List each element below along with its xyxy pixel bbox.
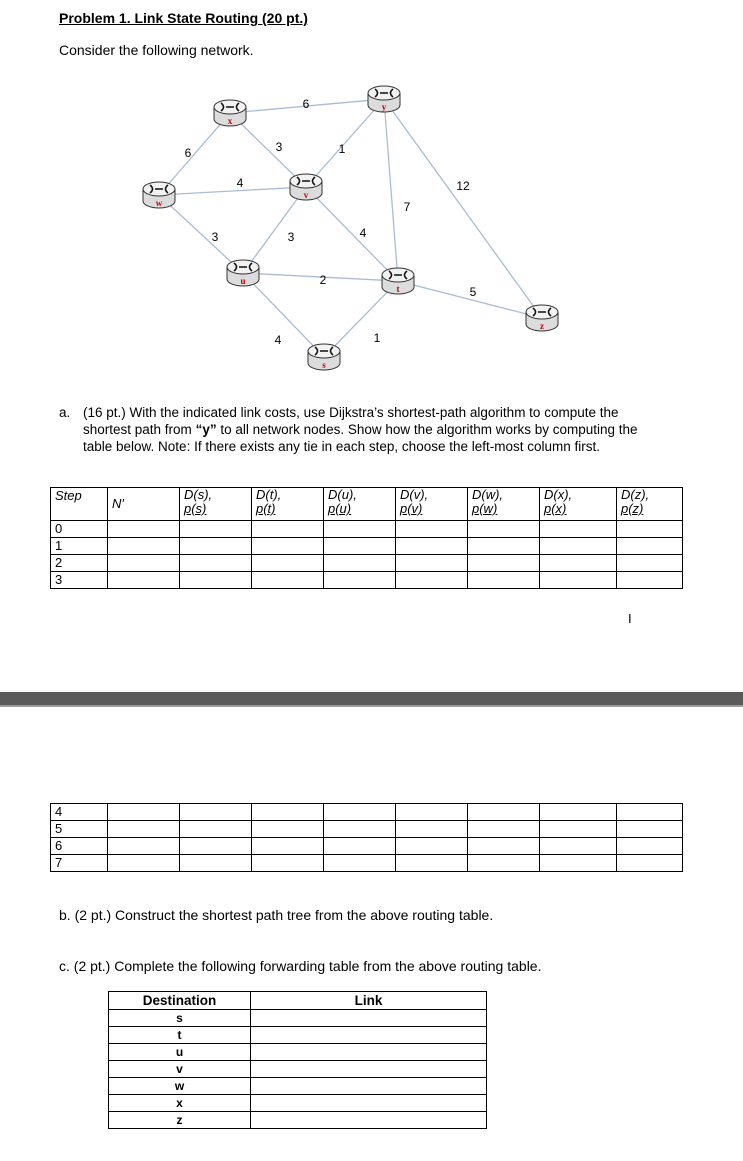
column-header: D(v), p(v) [396, 488, 468, 521]
forwarding-row [109, 1095, 487, 1112]
answer-cell[interactable] [540, 838, 617, 855]
answer-cell[interactable] [180, 555, 252, 572]
network-diagram [0, 0, 743, 400]
destination-cell: z [109, 1112, 251, 1129]
router-node-t [382, 268, 414, 294]
link-cell[interactable] [251, 1112, 487, 1129]
answer-cell[interactable] [540, 521, 617, 538]
link-cost-label: 6 [184, 146, 192, 160]
destination-cell: u [109, 1044, 251, 1061]
answer-cell[interactable] [617, 804, 683, 821]
answer-cell[interactable] [108, 855, 180, 872]
part-a-text: (16 pt.) With the indicated link costs, use Dijkstra’s shortest-path algorithm to compute the shortest path from “y” to all network nodes. Show how the algorithm works by computing the table below. Note: If there exists any tie in each step, choose the left-most column first. [83, 405, 638, 454]
router-node-u [227, 260, 259, 286]
answer-cell[interactable] [108, 821, 180, 838]
link-w-u [159, 195, 243, 273]
part-a-question [59, 404, 659, 455]
column-header: D(z), p(z) [617, 488, 683, 521]
text-cursor-icon: I [628, 611, 632, 626]
link-v-u [243, 187, 306, 273]
router-label: v [303, 190, 309, 200]
answer-cell[interactable] [252, 538, 324, 555]
answer-cell[interactable] [180, 521, 252, 538]
link-cost-label: 1 [373, 331, 381, 345]
part-a-label: a. [59, 405, 71, 420]
forwarding-row [109, 1112, 487, 1129]
answer-cell[interactable] [324, 821, 396, 838]
answer-cell[interactable] [540, 538, 617, 555]
forwarding-row [109, 1044, 487, 1061]
link-u-s [243, 273, 324, 357]
page-divider-shadow [0, 705, 743, 707]
problem-title: Problem 1. Link State Routing (20 pt.) [59, 10, 308, 26]
table-row [51, 804, 683, 821]
router-node-z [526, 305, 558, 331]
forwarding-table [108, 991, 487, 1129]
answer-cell[interactable] [180, 821, 252, 838]
router-node-s [308, 344, 340, 370]
answer-cell[interactable] [468, 838, 540, 855]
step-number: 4 [51, 804, 108, 821]
answer-cell[interactable] [252, 838, 324, 855]
answer-cell[interactable] [252, 855, 324, 872]
router-node-w [143, 182, 175, 208]
link-y-t [381, 99, 398, 281]
answer-cell[interactable] [324, 855, 396, 872]
forwarding-row [109, 1061, 487, 1078]
link-cost-label: 3 [211, 230, 219, 244]
answer-cell[interactable] [540, 821, 617, 838]
destination-cell: t [109, 1027, 251, 1044]
answer-cell[interactable] [396, 855, 468, 872]
step-number: 6 [51, 838, 108, 855]
answer-cell[interactable] [468, 572, 540, 589]
link-cost-label: 4 [359, 226, 367, 240]
link-header: Link [251, 992, 487, 1010]
answer-cell[interactable] [468, 538, 540, 555]
column-header: D(w), p(w) [468, 488, 540, 521]
answer-cell[interactable] [108, 521, 180, 538]
link-cell[interactable] [251, 1061, 487, 1078]
answer-cell[interactable] [396, 538, 468, 555]
answer-cell[interactable] [180, 838, 252, 855]
answer-cell[interactable] [324, 838, 396, 855]
link-cost-label: 4 [274, 333, 282, 347]
step-number: 3 [51, 572, 108, 589]
answer-cell[interactable] [617, 572, 683, 589]
answer-cell[interactable] [108, 572, 180, 589]
link-cell[interactable] [251, 1095, 487, 1112]
link-cost-label: 7 [403, 200, 411, 214]
answer-cell[interactable] [396, 821, 468, 838]
router-label: s [322, 360, 326, 370]
answer-cell[interactable] [180, 538, 252, 555]
intro-text: Consider the following network. [59, 42, 254, 58]
column-header: D(x), p(x) [540, 488, 617, 521]
answer-cell[interactable] [617, 521, 683, 538]
answer-cell[interactable] [617, 555, 683, 572]
step-header: Step [51, 488, 108, 521]
table-row [51, 521, 683, 538]
answer-cell[interactable] [617, 538, 683, 555]
answer-cell[interactable] [324, 572, 396, 589]
destination-cell: w [109, 1078, 251, 1095]
part-b-question: b. (2 pt.) Construct the shortest path tree from the above routing table. [59, 907, 494, 923]
answer-cell[interactable] [252, 521, 324, 538]
column-header: D(t), p(t) [252, 488, 324, 521]
link-cell[interactable] [251, 1010, 487, 1027]
forwarding-row [109, 1027, 487, 1044]
forwarding-row [109, 1010, 487, 1027]
destination-cell: x [109, 1095, 251, 1112]
link-cell[interactable] [251, 1044, 487, 1061]
step-number: 1 [51, 538, 108, 555]
table-row [51, 572, 683, 589]
link-cost-label: 12 [456, 179, 470, 193]
answer-cell[interactable] [396, 521, 468, 538]
dijkstra-table-bottom [50, 803, 683, 872]
router-label: w [155, 198, 163, 208]
answer-cell[interactable] [108, 555, 180, 572]
answer-cell[interactable] [540, 804, 617, 821]
column-header: D(s), p(s) [180, 488, 252, 521]
router-label: z [540, 321, 544, 331]
answer-cell[interactable] [252, 555, 324, 572]
answer-cell[interactable] [180, 804, 252, 821]
answer-cell[interactable] [540, 855, 617, 872]
step-number: 0 [51, 521, 108, 538]
destination-header: Destination [109, 992, 251, 1010]
table-row [51, 855, 683, 872]
answer-cell[interactable] [324, 804, 396, 821]
step-number: 5 [51, 821, 108, 838]
router-node-y [368, 86, 400, 112]
answer-cell[interactable] [396, 555, 468, 572]
router-node-v [290, 174, 322, 200]
answer-cell[interactable] [396, 804, 468, 821]
answer-cell[interactable] [468, 821, 540, 838]
step-number: 2 [51, 555, 108, 572]
answer-cell[interactable] [617, 821, 683, 838]
link-cost-label: 3 [287, 230, 295, 244]
answer-cell[interactable] [324, 538, 396, 555]
link-w-v [159, 187, 306, 195]
destination-cell: v [109, 1061, 251, 1078]
answer-cell[interactable] [252, 821, 324, 838]
link-cost-label: 1 [338, 142, 346, 156]
answer-cell[interactable] [252, 572, 324, 589]
answer-cell[interactable] [540, 555, 617, 572]
link-cell[interactable] [251, 1027, 487, 1044]
table-row [51, 821, 683, 838]
link-v-t [303, 187, 398, 281]
answer-cell[interactable] [617, 838, 683, 855]
part-c-question: c. (2 pt.) Complete the following forwarding table from the above routing table. [59, 958, 542, 974]
column-header: D(u), p(u) [324, 488, 396, 521]
destination-cell: s [109, 1010, 251, 1027]
answer-cell[interactable] [108, 838, 180, 855]
answer-cell[interactable] [108, 538, 180, 555]
table-row [51, 555, 683, 572]
forwarding-header-row [109, 992, 487, 1010]
nprime-header: N' [108, 488, 180, 521]
answer-cell[interactable] [180, 572, 252, 589]
router-label: y [381, 102, 387, 112]
answer-cell[interactable] [324, 555, 396, 572]
answer-cell[interactable] [324, 521, 396, 538]
link-cost-label: 6 [302, 97, 310, 111]
answer-cell[interactable] [180, 855, 252, 872]
dijkstra-table-top [50, 487, 683, 589]
answer-cell[interactable] [108, 804, 180, 821]
answer-cell[interactable] [540, 572, 617, 589]
link-cost-label: 4 [236, 176, 244, 190]
router-label: x [227, 116, 233, 126]
link-cell[interactable] [251, 1078, 487, 1095]
answer-cell[interactable] [468, 855, 540, 872]
router-label: t [396, 284, 400, 294]
answer-cell[interactable] [252, 804, 324, 821]
answer-cell[interactable] [468, 804, 540, 821]
router-node-x [214, 100, 246, 126]
table-row [51, 838, 683, 855]
step-number: 7 [51, 855, 108, 872]
answer-cell[interactable] [396, 838, 468, 855]
answer-cell[interactable] [468, 555, 540, 572]
forwarding-row [109, 1078, 487, 1095]
answer-cell[interactable] [396, 572, 468, 589]
router-label: u [240, 276, 246, 286]
answer-cell[interactable] [617, 855, 683, 872]
link-x-w [159, 113, 230, 195]
link-cost-label: 5 [469, 285, 477, 299]
table-row [51, 538, 683, 555]
link-cost-label: 3 [275, 140, 283, 154]
answer-cell[interactable] [468, 521, 540, 538]
table-header-row [51, 488, 683, 521]
link-cost-label: 2 [319, 273, 327, 287]
